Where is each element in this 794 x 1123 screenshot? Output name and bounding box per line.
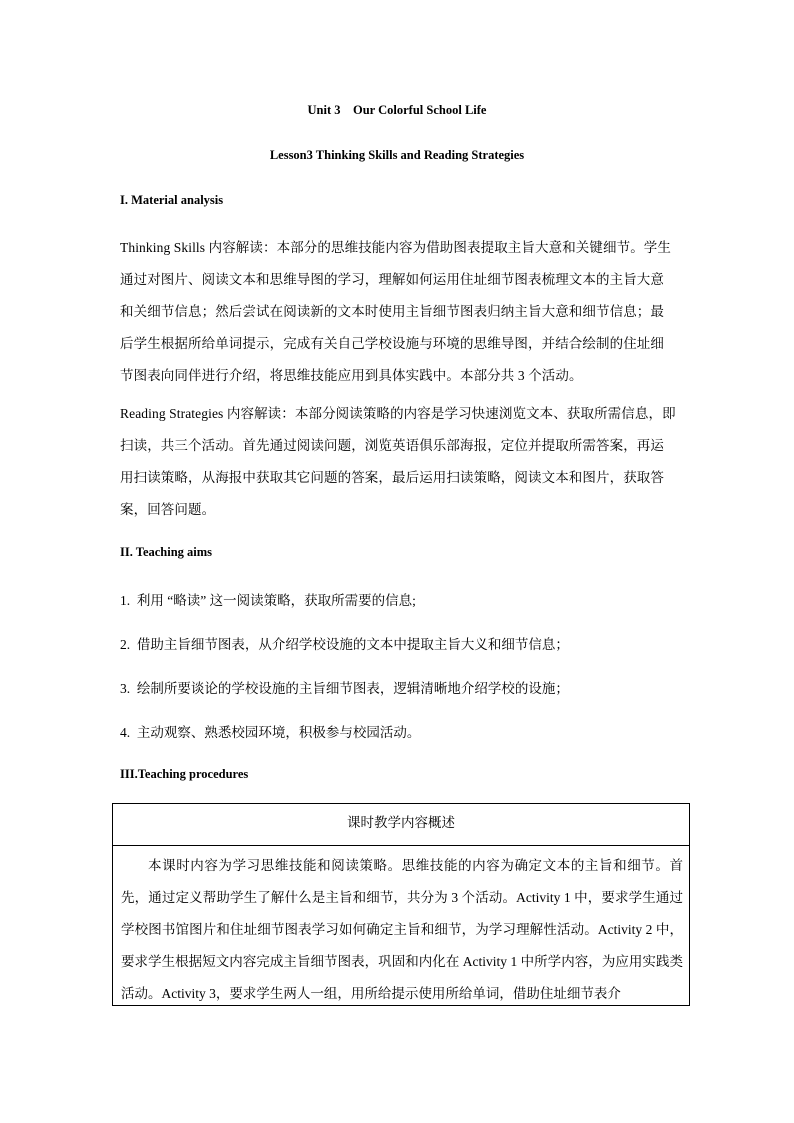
table-header-cell: 课时教学内容概述 (113, 804, 689, 846)
unit-title: Unit 3 Our Colorful School Life (307, 103, 487, 117)
teaching-aim-item: 4. 主动观察、熟悉校园环境，积极参与校园活动。 (120, 725, 421, 740)
teaching-aim-item: 1. 利用 “略读” 这一阅读策略，获取所需要的信息; (120, 593, 416, 608)
table-body-cell: 本课时内容为学习思维技能和阅读策略。思维技能的内容为确定文本的主旨和细节。首先，通过定义帮助学生了解什么是主旨和细节，共分为 3 个活动。Activity 1 中，要求学生通过学校图书馆图片和住址细节图表学习如何确定主旨和细节，为学习理解性活动。Activity 2 中，要求学生根据短文内容完成主旨细节图表，巩固和内化在 Activity 1 中所学内容，为应用实践类活动。Activity 3，要求学生两人一组，用所给提示使用所给单词，借助住址细节表介 (121, 858, 683, 1001)
material-analysis-heading: I. Material analysis (120, 193, 224, 207)
teaching-procedures-heading: III.Teaching procedures (120, 767, 249, 781)
teaching-aims-heading: II. Teaching aims (120, 545, 213, 559)
reading-strategies-paragraph: Reading Strategies 内容解读：本部分阅读策略的内容是学习快速浏览文本、获取所需信息，即扫读，共三个活动。首先通过阅读问题，浏览英语俱乐部海报，定位并提取所需答案，再运用扫读策略，从海报中获取其它问题的答案，最后运用扫读策略，阅读文本和图片，获取答案，回答问题。 (120, 406, 676, 517)
lesson-overview-table (112, 803, 690, 1006)
lesson-title: Lesson3 Thinking Skills and Reading Strategies (269, 148, 525, 162)
teaching-aim-item: 3. 绘制所要谈论的学校设施的主旨细节图表，逻辑清晰地介绍学校的设施； (120, 681, 569, 696)
thinking-skills-paragraph: Thinking Skills 内容解读：本部分的思维技能内容为借助图表提取主旨大意和关键细节。学生通过对图片、阅读文本和思维导图的学习，理解如何运用住址细节图表梳理文本的主旨大意和关细节信息；然后尝试在阅读新的文本时使用主旨细节图表归纳主旨大意和细节信息；最后学生根据所给单词提示，完成有关自己学校设施与环境的思维导图，并结合绘制的住址细节图表向同伴进行介绍，将思维技能应用到具体实践中。本部分共 3 个活动。 (120, 240, 672, 383)
teaching-aim-item: 2. 借助主旨细节图表，从介绍学校设施的文本中提取主旨大义和细节信息； (120, 637, 569, 652)
